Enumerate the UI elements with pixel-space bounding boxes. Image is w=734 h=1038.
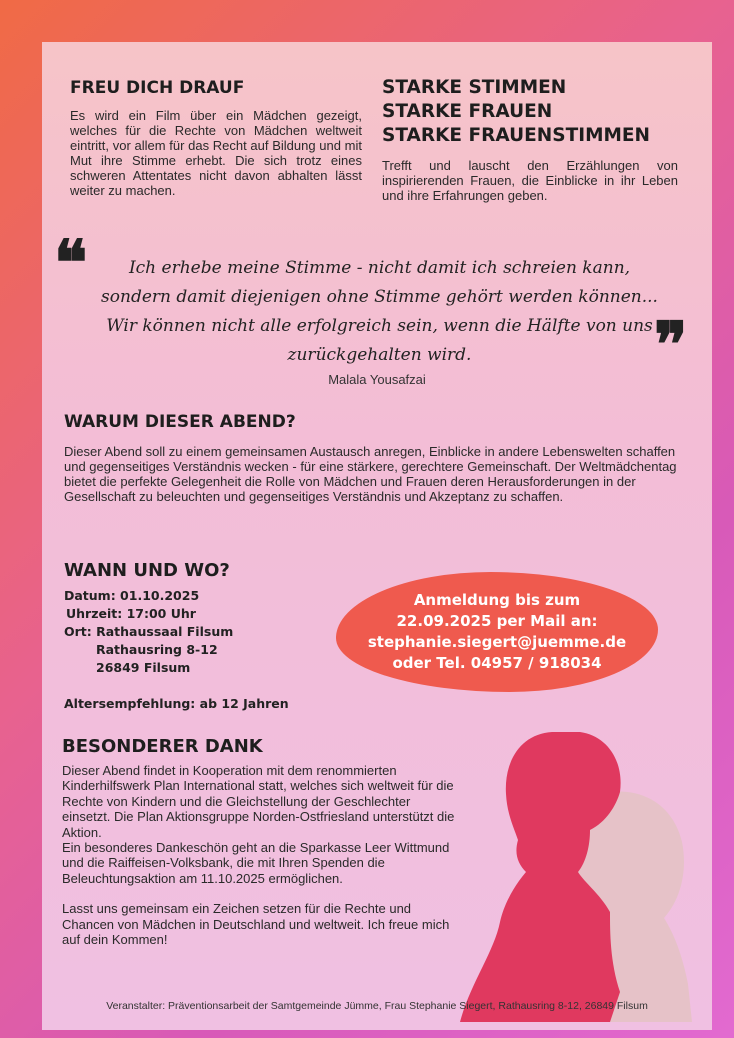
event-date: Datum: 01.10.2025 <box>64 588 200 603</box>
organizer-footer: Veranstalter: Präventionsarbeit der Samtgemeinde Jümme, Frau Stephanie Siegert, Rathausring 8-12, 26849 Filsum <box>106 1000 648 1012</box>
event-street: Rathausring 8-12 <box>96 642 218 657</box>
why-section <box>64 412 694 504</box>
event-time: Uhrzeit: 17:00 Uhr <box>66 606 196 621</box>
quote-line: Ich erhebe meine Stimme - nicht damit ich schreien kann, <box>128 258 631 278</box>
thanks-text-2: Ein besonderes Dankeschön geht an die Sparkasse Leer Wittmund und die Raiffeisen-Volksbank, die mit Ihren Spenden die Beleuchtungsaktion am 11.10.2025 ermöglichen. <box>62 840 450 886</box>
voices-title <box>382 76 678 148</box>
thanks-title: BESONDERER DANK <box>62 736 263 757</box>
quote-author: Malala Yousafzai <box>328 372 426 387</box>
intro-title: FREU DICH DRAUF <box>70 78 245 98</box>
intro-text: Es wird ein Film über ein Mädchen gezeigt, welches für die Rechte von Mädchen weltweit eintritt, vor allem für das Recht auf Bildung und mit Mut ihre Stimme erhebt. Die sich trotz eines schweren Attentates nicht davon abhalten lässt weiter zu machen. <box>70 108 362 198</box>
quote-line: sondern damit diejenigen ohne Stimme gehört werden können... <box>101 287 658 307</box>
quote-line: Wir können nicht alle erfolgreich sein, wenn die Hälfte von uns <box>106 316 653 336</box>
when-title: WANN UND WO? <box>64 560 230 581</box>
signup-email[interactable]: stephanie.siegert@juemme.de <box>367 633 627 651</box>
voices-section <box>382 76 678 203</box>
why-text: Dieser Abend soll zu einem gemeinsamen Austausch anregen, Einblicke in andere Lebenswelten schaffen und gegenseitiges Verständnis wecken - für eine stärkere, gerechtere Gemeinschaft. Der Weltmädchentag bietet die perfekte Gelegenheit die Rolle von Mädchen und Frauen deren Herausforderungen in der Gesellschaft zu beleuchten und gegenseitiges Verständnis und Akzeptanz zu schaffen. <box>64 444 677 504</box>
thanks-section <box>62 736 462 947</box>
signup-line: Anmeldung bis zum <box>413 591 581 609</box>
voices-title-line: STARKE STIMMEN <box>382 77 567 98</box>
when-section <box>64 560 344 713</box>
signup-badge <box>336 572 658 692</box>
why-title: WARUM DIESER ABEND? <box>64 412 296 432</box>
thanks-text-1: Dieser Abend findet in Kooperation mit dem renommierten Kinderhilfswerk Plan International statt, welches sich weltweit für die Rechte von Kindern und die Gleichstellung der Geschlechter einsetzt. Die Plan Aktionsgruppe Norden-Ostfriesland unterstützt die Aktion. <box>62 763 455 840</box>
thanks-text-3: Lasst uns gemeinsam ein Zeichen setzen für die Rechte und Chancen von Mädchen in Deutschland und weltweit. Ich freue mich auf dein Kommen! <box>62 901 450 948</box>
voices-text: Trefft und lauscht den Erzählungen von inspirierenden Frauen, die Einblicke in ihr Leben und ihre Erfahrungen geben. <box>382 158 678 203</box>
flyer-card <box>42 42 712 1030</box>
women-silhouette-illustration <box>460 722 712 1022</box>
signup-phone[interactable]: oder Tel. 04957 / 918034 <box>392 654 602 672</box>
close-quote-icon: ❞ <box>654 308 688 381</box>
quote-line: zurückgehalten wird. <box>287 345 472 365</box>
quote-text <box>87 254 672 370</box>
event-place: Ort: Rathaussaal Filsum <box>64 624 234 639</box>
age-recommendation: Altersempfehlung: ab 12 Jahren <box>64 696 289 711</box>
voices-title-line: STARKE FRAUEN <box>382 101 553 122</box>
open-quote-icon: ❝ <box>54 226 88 299</box>
voices-title-line: STARKE FRAUENSTIMMEN <box>382 125 651 146</box>
event-city: 26849 Filsum <box>96 660 191 675</box>
signup-line: 22.09.2025 per Mail an: <box>396 612 598 630</box>
intro-section <box>70 78 362 198</box>
